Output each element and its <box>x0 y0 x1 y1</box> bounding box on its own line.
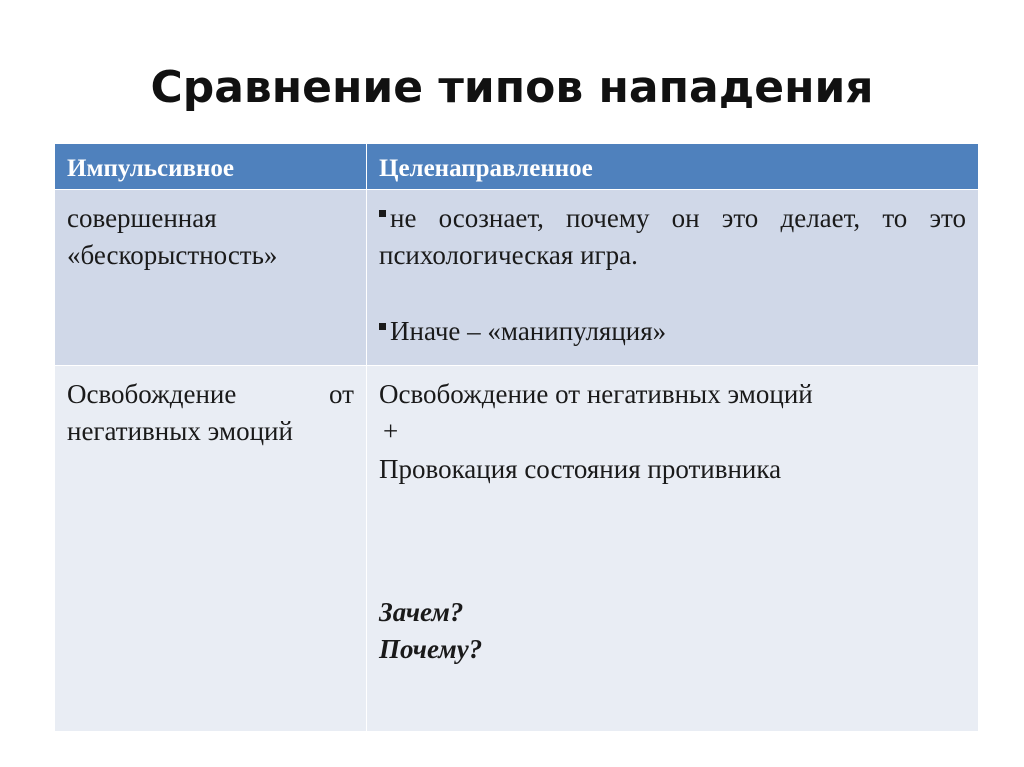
provocation-text: Провокация состояния противника <box>379 453 782 484</box>
cell-row2-left-text: Освобождение от негативных эмоций <box>67 379 354 447</box>
header-impulsive: Импульсивное <box>55 144 367 190</box>
question-why-for: Зачем? <box>379 596 464 627</box>
cell-row1-left-text: совершенная «бескорыстность» <box>67 203 278 271</box>
cell-row1-left <box>55 190 367 366</box>
slide-title: Сравнение типов нападения <box>150 62 874 113</box>
cell-row2-right <box>367 366 979 732</box>
bullet-text: не осознает, почему он это делает, то это психологическая игра. <box>379 203 966 271</box>
comparison-table <box>54 143 979 732</box>
table-header-row <box>55 144 979 190</box>
bullet-item <box>379 200 966 275</box>
bullet-item <box>379 313 966 350</box>
square-bullet-icon <box>379 323 386 330</box>
release-emotions-text: Освобождение от негативных эмоций <box>379 379 813 409</box>
table-row <box>55 190 979 366</box>
question-why: Почему? <box>379 634 483 664</box>
square-bullet-icon <box>379 210 386 217</box>
cell-row2-left <box>55 366 367 732</box>
bullet-text: Иначе – «манипуляция» <box>390 315 667 346</box>
table-row <box>55 366 979 732</box>
plus-sign: + <box>383 416 399 447</box>
header-purposeful: Целенаправленное <box>367 144 979 190</box>
cell-row1-right <box>367 190 979 366</box>
